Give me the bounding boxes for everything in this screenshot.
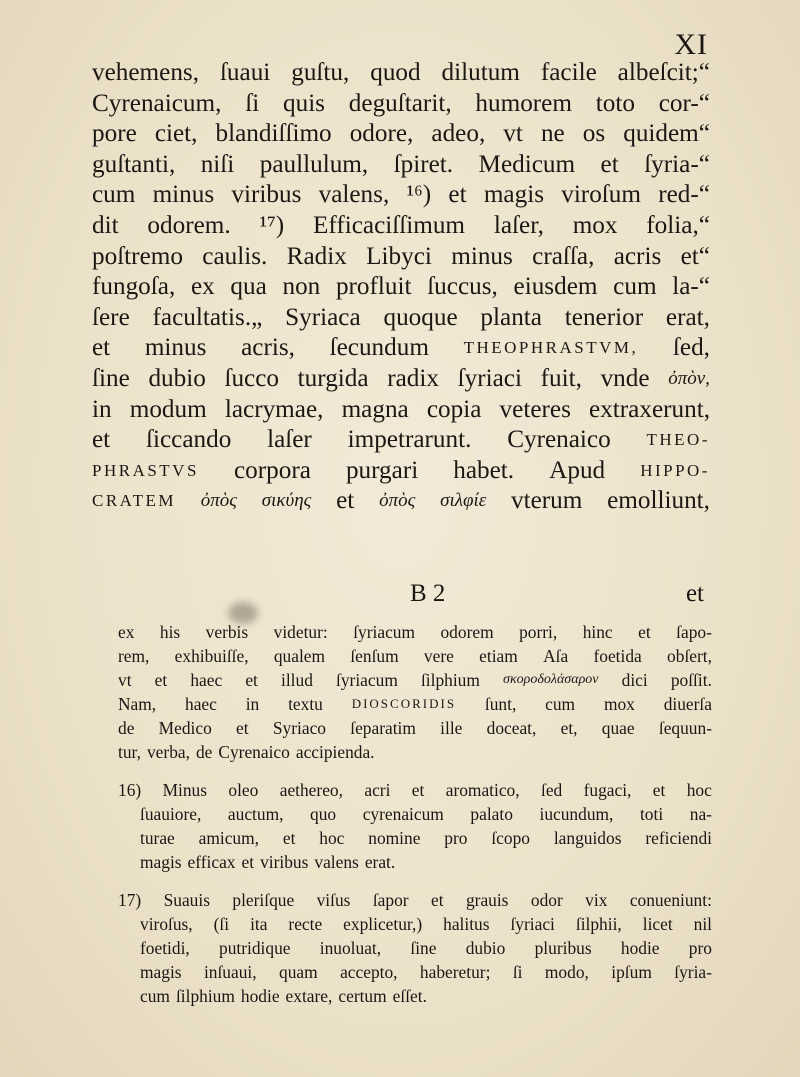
- main-text-line: [92, 58, 710, 89]
- word: de: [118, 718, 135, 738]
- word: Suauis: [163, 890, 210, 910]
- word: toti: [639, 804, 664, 824]
- word: minus: [144, 334, 207, 362]
- word: Efficaciſſimum: [313, 211, 466, 239]
- word: ſed: [540, 780, 563, 800]
- word: et: [336, 487, 355, 515]
- footnote-line: [118, 716, 712, 740]
- word: erat.: [364, 852, 396, 872]
- word: grauis: [465, 890, 509, 910]
- word: σικύης: [261, 490, 312, 512]
- word: foetida: [593, 646, 642, 666]
- word: Libyci: [366, 242, 432, 270]
- word: dilutum: [441, 59, 520, 86]
- word: dici: [621, 670, 648, 690]
- main-text-line: [92, 333, 710, 364]
- word: purgari: [345, 456, 419, 484]
- word: doceat,: [486, 718, 537, 738]
- word: eiusdem: [513, 273, 598, 301]
- word: erat,: [665, 303, 710, 331]
- word: odor: [530, 890, 563, 910]
- word: qua: [230, 273, 267, 301]
- footnote-line: [118, 850, 712, 874]
- word: verbis: [205, 622, 249, 642]
- word: ſiccando: [145, 426, 232, 454]
- main-text-line: [92, 89, 710, 120]
- word: efficax: [187, 852, 236, 872]
- footnote-continuation: [118, 620, 712, 764]
- word: et: [411, 780, 425, 800]
- word: hinc: [582, 622, 613, 642]
- word: conueniunt:: [629, 890, 712, 910]
- word: ſcopo: [491, 828, 530, 848]
- word: viribus: [260, 852, 309, 872]
- word: languidos: [553, 828, 622, 848]
- word: et: [92, 426, 111, 454]
- main-text-line: [92, 425, 710, 456]
- word: THEO-: [646, 430, 710, 450]
- word: putridique: [219, 938, 291, 958]
- word: et: [282, 828, 296, 848]
- word: minus: [152, 181, 215, 209]
- footnote-line: [118, 778, 712, 802]
- word: odorem.: [147, 211, 231, 239]
- word: ſecundum: [329, 334, 429, 362]
- word: caulis.: [202, 242, 268, 270]
- word: odore,: [349, 120, 414, 148]
- word: obſert,: [667, 646, 712, 666]
- word: viribus: [231, 181, 302, 209]
- word: inſuaui,: [203, 962, 257, 982]
- word: quoque: [383, 303, 458, 331]
- word: acris,: [241, 334, 295, 362]
- page-number: XI: [674, 28, 708, 61]
- word: dubio: [148, 364, 206, 392]
- footnote-line: [118, 936, 712, 960]
- word: veteres: [499, 395, 571, 423]
- word: Syriaca: [285, 303, 361, 331]
- word: in: [92, 395, 112, 423]
- word: nil: [693, 914, 712, 934]
- word: ¹⁶): [406, 181, 432, 209]
- word: ſyria-: [674, 962, 712, 982]
- word: ſilphium: [175, 986, 235, 1006]
- word: viroſus,: [140, 914, 193, 934]
- word: HIPPO-: [640, 460, 710, 480]
- word: quidem“: [623, 120, 710, 148]
- word: impetrarunt.: [347, 426, 472, 454]
- word: halitus: [443, 914, 490, 934]
- word: et: [92, 334, 111, 362]
- word: de: [195, 742, 213, 762]
- word: his: [159, 622, 181, 642]
- word: copia: [426, 395, 482, 423]
- word: ex: [118, 622, 135, 642]
- word: Syriaco: [272, 718, 326, 738]
- word: fugaci,: [583, 780, 632, 800]
- main-text-line: [92, 211, 710, 242]
- word: ὀπὸς: [200, 490, 237, 512]
- word: pluribus: [534, 938, 592, 958]
- word: radix: [387, 364, 439, 392]
- word: vehemens,: [92, 59, 200, 86]
- word: habet.: [453, 456, 515, 484]
- word: Apud: [549, 456, 606, 484]
- word: humorem: [475, 89, 572, 117]
- word: valens: [314, 852, 359, 872]
- main-text-line: [92, 272, 710, 303]
- word: ne: [540, 120, 565, 148]
- word: Aſa: [543, 646, 569, 666]
- word: hodie: [620, 938, 660, 958]
- word: iucundum,: [539, 804, 614, 824]
- word: quam: [279, 962, 318, 982]
- word: haec: [190, 670, 223, 690]
- word: laſer,: [493, 211, 544, 239]
- word: Minus: [162, 780, 208, 800]
- word: verba,: [146, 742, 190, 762]
- word: hoc: [319, 828, 345, 848]
- word: ipſum: [611, 962, 652, 982]
- word: amicum,: [198, 828, 259, 848]
- word: ſi: [512, 962, 523, 982]
- word: hoc: [686, 780, 712, 800]
- word: ſyriaci: [457, 364, 522, 392]
- word: aethereo,: [279, 780, 343, 800]
- word: quis: [283, 89, 325, 117]
- word: hodie: [240, 986, 280, 1006]
- word: accipienda.: [295, 742, 375, 762]
- word: ſeparatim: [350, 718, 416, 738]
- word: la-“: [672, 273, 710, 301]
- word: ſyria-“: [644, 150, 710, 178]
- word: non: [282, 273, 321, 301]
- word: et: [241, 852, 255, 872]
- word: haec: [185, 694, 217, 714]
- word: turgida: [297, 364, 369, 392]
- word: nomine: [368, 828, 421, 848]
- word: paullulum,: [259, 150, 369, 178]
- footnote-line: [118, 740, 712, 764]
- word: ſi: [245, 89, 260, 117]
- word: cum: [92, 181, 136, 209]
- word: 16): [118, 780, 142, 800]
- word: emolliunt,: [607, 487, 710, 515]
- word: vere: [423, 646, 454, 666]
- word: σκοροδολάσαρον: [503, 672, 599, 687]
- word: valens,: [318, 181, 390, 209]
- word: craſſa,: [532, 242, 595, 270]
- word: minus: [451, 242, 513, 270]
- word: magis: [483, 181, 544, 209]
- word: et: [154, 670, 168, 690]
- word: acris: [613, 242, 662, 270]
- word: ſyriaci: [510, 914, 555, 934]
- word: ſed,: [672, 334, 710, 362]
- word: blandiſſimo: [215, 120, 332, 148]
- word: haberetur;: [419, 962, 491, 982]
- word: et: [600, 150, 619, 178]
- word: quae: [601, 718, 635, 738]
- footnote-line: [118, 620, 712, 644]
- word: ὀπὸς: [379, 490, 416, 512]
- word: guſtanti,: [92, 150, 176, 178]
- word: qualem: [273, 646, 326, 666]
- word: ſuaui: [219, 59, 271, 86]
- word: vnde: [600, 364, 650, 392]
- word: magna: [341, 395, 409, 423]
- word: niſi: [200, 150, 235, 178]
- word: cum: [613, 273, 657, 301]
- catchword: et: [685, 580, 704, 607]
- word: vix: [585, 890, 608, 910]
- word: in: [245, 694, 260, 714]
- word: Nam,: [118, 694, 157, 714]
- word: et,: [560, 718, 578, 738]
- word: quo: [310, 804, 337, 824]
- word: mox: [572, 211, 618, 239]
- word: vt: [118, 670, 132, 690]
- word: exhibuiſſe,: [174, 646, 249, 666]
- word: guſtu,: [291, 59, 350, 86]
- word: pro: [688, 938, 712, 958]
- word: aromatico,: [445, 780, 520, 800]
- footnote-line: [118, 960, 712, 984]
- word: CRATEM: [92, 491, 176, 511]
- word: red-“: [658, 181, 710, 209]
- word: tur,: [118, 742, 141, 762]
- word: explicetur,): [343, 914, 423, 934]
- word: ſilphii,: [575, 914, 622, 934]
- word: ſere: [92, 303, 130, 331]
- word: ex: [190, 273, 215, 301]
- word: vterum: [511, 487, 583, 515]
- word: magis: [140, 852, 182, 872]
- word: Medicum: [478, 150, 576, 178]
- word: fungoſa,: [92, 273, 176, 301]
- word: ſine: [92, 364, 130, 392]
- word: facultatis.„: [152, 303, 263, 331]
- word: odorem: [440, 622, 494, 642]
- word: deguſtarit,: [348, 89, 452, 117]
- word: extare,: [285, 986, 333, 1006]
- main-text-line: [92, 180, 710, 211]
- word: ſuccus,: [427, 273, 498, 301]
- word: poſtremo: [92, 242, 183, 270]
- word: et: [448, 181, 467, 209]
- word: viſus: [316, 890, 351, 910]
- footnote-line: [118, 826, 712, 850]
- word: ſunt,: [484, 694, 517, 714]
- word: eſſet.: [392, 986, 427, 1006]
- main-text-line: [92, 364, 710, 395]
- word: vt: [503, 120, 523, 148]
- word: albeſcit;“: [617, 59, 710, 86]
- word: corpora: [233, 456, 311, 484]
- word: acri: [364, 780, 391, 800]
- word: et: [430, 890, 444, 910]
- word: profluit: [335, 273, 412, 301]
- word: ciet,: [154, 120, 198, 148]
- word: turae: [140, 828, 175, 848]
- word: planta: [480, 303, 542, 331]
- word: ſequun-: [658, 718, 712, 738]
- word: Radix: [286, 242, 347, 270]
- word: ſuauiore,: [140, 804, 202, 824]
- footnote-16: [118, 778, 712, 874]
- word: lacrymae,: [224, 395, 324, 423]
- word: Medico: [158, 718, 212, 738]
- word: dit: [92, 211, 119, 239]
- word: folia,“: [646, 211, 710, 239]
- word: na-: [689, 804, 712, 824]
- word: THEOPHRASTVM,: [463, 338, 639, 358]
- word: Cyrenaico: [507, 426, 611, 454]
- word: foetidi,: [140, 938, 190, 958]
- word: cyrenaicum: [362, 804, 444, 824]
- footnote-line: [118, 912, 712, 936]
- word: 17): [118, 890, 142, 910]
- word: cor-“: [658, 89, 710, 117]
- word: licet: [642, 914, 673, 934]
- footnote-line: [118, 888, 712, 912]
- main-text-line: [92, 119, 710, 150]
- word: pro: [444, 828, 468, 848]
- word: et: [652, 780, 666, 800]
- word: cum: [140, 986, 170, 1006]
- word: modo,: [544, 962, 589, 982]
- word: et: [236, 718, 249, 738]
- signature-mark: B 2: [410, 580, 446, 607]
- word: mox: [603, 694, 635, 714]
- footnote-line: [118, 984, 712, 1008]
- word: ſyriacum: [353, 622, 416, 642]
- footnotes: [118, 620, 712, 1022]
- main-text-line: [92, 242, 710, 273]
- word: ſpiret.: [393, 150, 454, 178]
- word: extraxerunt,: [589, 395, 710, 423]
- word: et: [638, 622, 651, 642]
- word: pleriſque: [232, 890, 295, 910]
- word: et: [245, 670, 258, 690]
- word: ille: [440, 718, 463, 738]
- word: adeo,: [431, 120, 486, 148]
- word: ſapo-: [676, 622, 712, 642]
- word: ſine: [410, 938, 437, 958]
- word: toto: [595, 89, 635, 117]
- main-text-line: [92, 456, 710, 487]
- main-text-line: [92, 486, 710, 517]
- word: pore: [92, 120, 137, 148]
- word: rem,: [118, 646, 150, 666]
- word: σιλφίε: [440, 490, 487, 512]
- word: Cyrenaico: [218, 742, 290, 762]
- word: poſſit.: [670, 670, 712, 690]
- word: laſer: [267, 426, 312, 454]
- word: videtur:: [273, 622, 328, 642]
- word: modum: [129, 395, 207, 423]
- word: accepto,: [340, 962, 398, 982]
- footnote-line: [118, 644, 712, 668]
- footnote-line: [118, 668, 712, 692]
- word: porri,: [519, 622, 558, 642]
- word: ſucco: [224, 364, 280, 392]
- word: reficiendi: [645, 828, 712, 848]
- word: facile: [540, 59, 597, 86]
- main-text-line: [92, 150, 710, 181]
- main-text-line: [92, 395, 710, 426]
- word: dubio: [465, 938, 506, 958]
- word: os: [582, 120, 606, 148]
- word: ita: [250, 914, 268, 934]
- word: ſapor: [372, 890, 409, 910]
- word: ὀπὸν,: [668, 367, 710, 389]
- word: viroſum: [561, 181, 641, 209]
- word: DIOSCORIDIS: [351, 696, 457, 711]
- word: recte: [288, 914, 323, 934]
- word: (ſi: [213, 914, 230, 934]
- word: certum: [338, 986, 387, 1006]
- word: fuit,: [540, 364, 582, 392]
- word: quod: [370, 59, 421, 86]
- word: et“: [680, 242, 710, 270]
- footnote-line: [118, 692, 712, 716]
- word: ſyriacum: [336, 670, 398, 690]
- word: cum: [545, 694, 576, 714]
- word: textu: [288, 694, 323, 714]
- word: magis: [140, 962, 182, 982]
- footnote-line: [118, 802, 712, 826]
- word: diuerſa: [663, 694, 712, 714]
- word: tenerior: [564, 303, 644, 331]
- word: PHRASTVS: [92, 460, 199, 480]
- word: inuoluat,: [319, 938, 382, 958]
- word: ¹⁷): [259, 211, 285, 239]
- word: palato: [470, 804, 513, 824]
- word: ſenſum: [350, 646, 399, 666]
- word: etiam: [479, 646, 518, 666]
- main-text-line: [92, 303, 710, 334]
- word: auctum,: [227, 804, 284, 824]
- main-text: [92, 58, 710, 517]
- word: ſilphium: [420, 670, 480, 690]
- word: Cyrenaicum,: [92, 89, 222, 117]
- word: oleo: [228, 780, 259, 800]
- word: illud: [281, 670, 313, 690]
- footnote-17: [118, 888, 712, 1008]
